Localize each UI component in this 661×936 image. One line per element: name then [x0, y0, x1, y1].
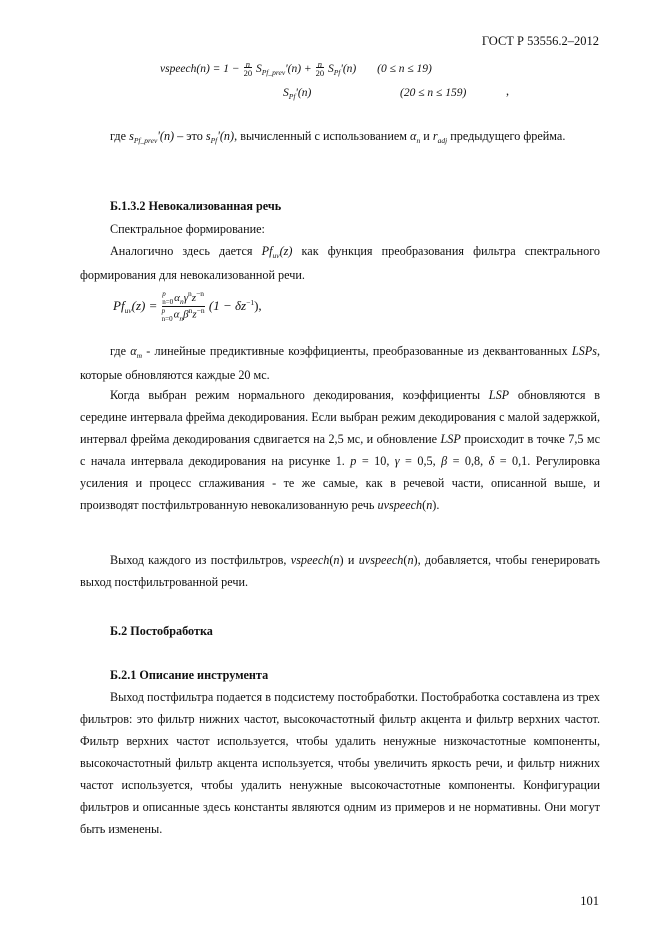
text: Аналогично здесь дается	[110, 244, 262, 258]
text: , вычисленный с использованием	[234, 129, 411, 143]
formula-pfuv	[113, 290, 262, 323]
var-sup: n	[188, 288, 192, 298]
var: r	[432, 129, 438, 143]
var: uvspeech	[358, 553, 404, 567]
fraction-denominator	[162, 306, 205, 323]
var-arg: (z) =	[131, 297, 158, 313]
term-arg: '(n) +	[285, 63, 312, 75]
fraction-numerator: n	[317, 59, 322, 70]
var: α	[130, 344, 137, 358]
text: (	[403, 553, 408, 567]
text: предыдущего фрейма.	[447, 129, 566, 143]
text: ).	[432, 498, 440, 512]
var: uvspeech	[377, 498, 423, 512]
var: Pf	[261, 244, 273, 258]
text: - линейные предиктивные коэффициенты, преобразованные из деквантованных	[142, 344, 572, 358]
var-sub: n	[416, 136, 421, 145]
formula-vspeech	[160, 58, 432, 81]
var-sub: Pf	[210, 136, 218, 145]
term-s: S	[255, 63, 262, 75]
formula-vspeech-line2	[283, 82, 311, 105]
text: происходит в точке 7,5 мс с начала интервала декодирования на рисунке 1.	[80, 432, 600, 468]
formula-lhs: vspeech(n) = 1 −	[160, 63, 240, 75]
condition-2: (20 ≤ n ≤ 159)	[400, 87, 467, 99]
text: где	[110, 344, 131, 358]
paragraph-output	[80, 549, 600, 593]
standard-header: ГОСТ Р 53556.2–2012	[481, 34, 599, 48]
var: s	[205, 129, 211, 143]
text: = 0,1. Регулировка усиления и процесс сглаживания - те же самые, как в речевой части, описанной выше, и производят постфильтрованную невокализованную речь	[80, 454, 600, 512]
pfuv-rhs	[209, 296, 262, 318]
fraction-denominator: 20	[315, 68, 325, 79]
text: = 0,8,	[447, 454, 489, 468]
pfuv-lhs	[113, 296, 157, 318]
text: – это	[174, 129, 206, 143]
sum-limits	[162, 307, 173, 323]
var-arg: '(n)	[157, 129, 175, 143]
var-arg: (z)	[279, 244, 293, 258]
var: γ	[394, 454, 400, 468]
var: δ	[488, 454, 495, 468]
section-title-b2: Б.2 Постобработка	[110, 624, 213, 638]
fraction-b	[316, 60, 325, 78]
var-sup: n	[188, 305, 193, 315]
var-arg: '(n)	[217, 129, 235, 143]
var-sub: n	[179, 296, 184, 306]
var: n	[407, 553, 414, 567]
sum-lower: n=0	[162, 298, 174, 306]
var: β	[441, 454, 448, 468]
text: (	[329, 553, 334, 567]
term-arg: '(n)	[340, 63, 357, 75]
var: p	[350, 454, 357, 468]
paragraph-postprocessing: Выход постфильтра подается в подсистему постобработки. Постобработка составлена из трех фильтров: это фильтр нижних частот, высокочастотный фильтр акцента и фильтр верхних частот. Фильтр верхних частот используется, чтобы удалить ненужные низкочастотные компоненты, высокочастотный фильтр акцента используется, чтобы увеличить яркость речи, и фильтр нижних частот используется, чтобы удалить ненужные высокочастотные компоненты. Конфигурации фильтров и описанные здесь константы являются одним из примеров и не нормативны. Они могут быть изменены.	[80, 690, 600, 836]
var: (1 − δz	[208, 297, 247, 313]
var: γ	[183, 291, 189, 304]
fraction-numerator: n	[245, 59, 250, 70]
var-sup: −n	[196, 305, 205, 315]
section-title-b132: Б.1.3.2 Невокализованная речь	[110, 199, 282, 213]
var: z	[192, 308, 197, 321]
var: α	[173, 308, 180, 321]
text: Когда выбран режим нормального декодирования, коэффициенты	[110, 388, 489, 402]
pfuv-fraction	[162, 290, 205, 323]
var-sub: n	[179, 313, 184, 323]
text: где	[110, 129, 130, 143]
sum-lower: n=0	[161, 315, 173, 323]
fraction-a	[244, 60, 253, 78]
term-s: S	[327, 63, 334, 75]
section-title-b21: Б.2.1 Описание инструмента	[110, 668, 269, 682]
var: β	[183, 308, 189, 321]
term-subscript: Pf	[288, 92, 296, 101]
text: как функция преобразования фильтра спектрального формирования для невокализованной речи.	[80, 244, 600, 282]
text: и	[420, 129, 433, 143]
text: = 10,	[356, 454, 395, 468]
var: α	[410, 129, 417, 143]
var-sub: uv	[124, 305, 132, 315]
text: обновляются в середине интервала фрейма декодирования. Если выбран режим декодирования с малой задержкой, интервал фрейма декодирования сдвигается на 2,5 мс, и обновление	[80, 388, 600, 446]
var-sub: uv	[272, 251, 280, 260]
term-subscript: Pf_prev	[261, 68, 286, 77]
var: LSPs	[571, 344, 597, 358]
var-sup: −1	[246, 297, 255, 307]
term-s: S	[283, 87, 289, 99]
text: (	[422, 498, 427, 512]
var: Pf	[113, 297, 125, 313]
var: LSP	[440, 432, 461, 446]
var: n	[426, 498, 433, 512]
text: ), добавляется, чтобы генерировать выход постфильтрованной речи.	[80, 553, 600, 589]
var-sub: adj	[437, 136, 448, 145]
sum-upper: p	[161, 307, 166, 315]
fraction-numerator	[162, 288, 205, 306]
text: Выход каждого из постфильтров,	[110, 553, 291, 567]
paragraph-mode	[80, 384, 600, 516]
var-sub: m	[136, 351, 143, 360]
var: s	[129, 129, 134, 143]
var: z	[191, 291, 197, 304]
var: α	[174, 291, 180, 304]
text: = 0,5,	[399, 454, 442, 468]
fraction-denominator: 20	[243, 68, 253, 79]
condition-1: (0 ≤ n ≤ 19)	[377, 63, 432, 75]
var-sub: Pf_prev	[133, 136, 158, 145]
var: n	[333, 553, 340, 567]
text: ) и	[339, 553, 359, 567]
paragraph-where-s	[80, 125, 600, 149]
sum-upper: p	[162, 290, 166, 298]
var: LSP	[488, 388, 510, 402]
var: vspeech	[290, 553, 330, 567]
paragraph-spectral: Спектральное формирование:	[110, 222, 265, 236]
page-number: 101	[580, 894, 599, 908]
term-arg: '(n)	[295, 87, 312, 99]
text: ),	[254, 297, 262, 313]
sum-limits	[162, 290, 173, 306]
term-subscript: Pf	[333, 68, 341, 77]
paragraph-where-alpha	[80, 340, 600, 386]
formula-trailing-comma: ,	[506, 84, 510, 98]
paragraph-similarly	[80, 240, 600, 286]
text: , которые обновляются каждые 20 мс.	[80, 344, 600, 382]
var-sup: −n	[196, 288, 205, 298]
